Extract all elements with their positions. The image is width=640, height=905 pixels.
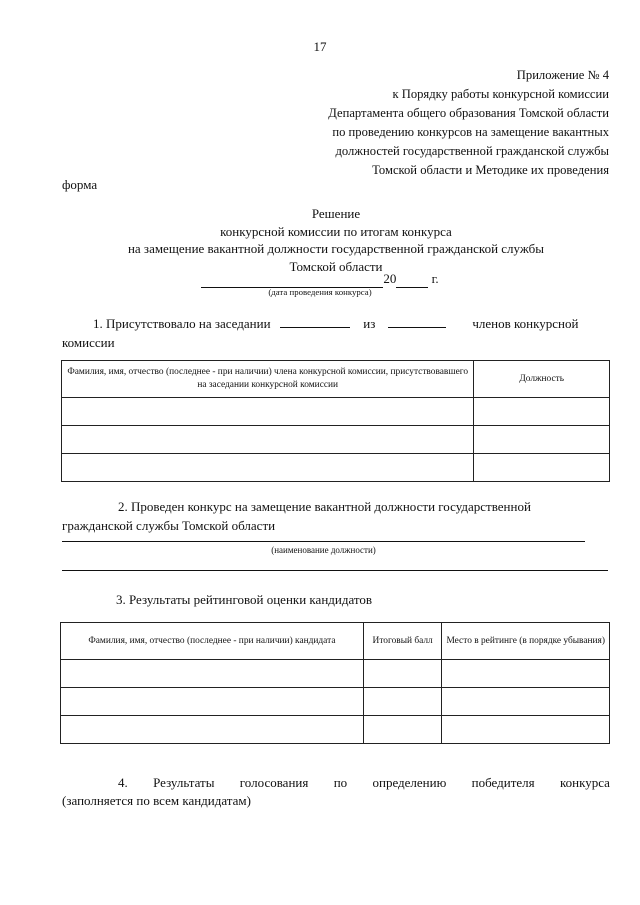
section-4-word: определению [372, 775, 447, 790]
section-4-line-2: (заполняется по всем кандидатам) [62, 793, 251, 808]
section-4-line-1 [62, 774, 610, 792]
appendix-line: Приложение № 4 [516, 68, 609, 82]
table-cell[interactable] [442, 688, 610, 716]
date-year-prefix: 20 [383, 271, 397, 286]
table-cell[interactable] [474, 398, 610, 426]
section-3-heading: 3. Результаты рейтинговой оценки кандидатов [116, 592, 373, 607]
position-name-line [62, 541, 585, 542]
date-year-suffix: г. [431, 271, 439, 286]
table-row [61, 660, 610, 688]
section-4-word: голосования [239, 775, 309, 790]
appendix-line: к Порядку работы конкурсной комиссии [392, 87, 609, 101]
table-cell[interactable] [61, 660, 364, 688]
table-row [62, 398, 610, 426]
table-cell[interactable] [62, 398, 474, 426]
section-4-text [62, 774, 610, 810]
present-count-blank [280, 316, 350, 328]
section-1-part-c: членов конкурсной [472, 316, 579, 331]
commission-members-table [61, 360, 610, 482]
table-cell[interactable] [363, 716, 442, 744]
date-blank-line [201, 271, 383, 288]
table-cell[interactable] [363, 660, 442, 688]
section-4-word: Результаты [153, 775, 215, 790]
table-header-cell: Место в рейтинге (в порядке убывания) [442, 623, 610, 660]
section-4-word: 4. [118, 775, 128, 790]
appendix-line: по проведению конкурсов на замещение вакантных [332, 125, 609, 139]
table-cell[interactable] [442, 716, 610, 744]
table-cell[interactable] [61, 688, 364, 716]
table-row [61, 716, 610, 744]
table-cell[interactable] [61, 716, 364, 744]
table-header-cell: Должность [474, 361, 610, 398]
title-line: Томской области [289, 258, 383, 274]
position-name-line-2 [62, 570, 608, 571]
appendix-line: Томской области и Методике их проведения [372, 163, 609, 177]
section-2-line-1: 2. Проведен конкурс на замещение вакантной должности государственной [118, 499, 531, 514]
table-cell[interactable] [442, 660, 610, 688]
section-1-part-a: 1. Присутствовало на заседании [93, 316, 271, 331]
table-cell[interactable] [62, 454, 474, 482]
decision-title [62, 205, 610, 275]
section-1-text [62, 314, 610, 352]
table-header-row [62, 361, 610, 398]
section-1-part-b: из [363, 316, 376, 331]
section-1-part-d: комиссии [62, 335, 115, 350]
table-cell[interactable] [474, 426, 610, 454]
table-row [62, 426, 610, 454]
title-line: конкурсной комиссии по итогам конкурса [220, 223, 452, 239]
year-blank-line [396, 271, 428, 288]
section-4-word: по [333, 775, 348, 790]
table-header-cell: Фамилия, имя, отчество (последнее - при наличии) кандидата [61, 623, 364, 660]
table-header-cell: Фамилия, имя, отчество (последнее - при наличии) члена конкурсной комиссии, присутствовавшего на заседании конкурсной комиссии [62, 361, 474, 398]
section-2-text [62, 497, 610, 535]
section-4-word: победителя [471, 775, 535, 790]
date-caption: (дата проведения конкурса) [268, 287, 372, 297]
table-cell[interactable] [474, 454, 610, 482]
table-row [62, 454, 610, 482]
title-line: Решение [311, 206, 361, 221]
appendix-line: должностей государственной гражданской службы [335, 144, 609, 158]
table-cell[interactable] [62, 426, 474, 454]
table-header-row [61, 623, 610, 660]
section-2-line-2: гражданской службы Томской области [62, 518, 276, 533]
page-number: 17 [313, 39, 327, 54]
contest-date-row [0, 271, 640, 288]
table-cell[interactable] [363, 688, 442, 716]
total-count-blank [388, 316, 446, 328]
table-header-cell: Итоговый балл [363, 623, 442, 660]
appendix-block [209, 66, 609, 180]
position-name-caption: (наименование должности) [271, 545, 376, 555]
table-row [61, 688, 610, 716]
section-4-word: конкурса [559, 775, 610, 790]
form-label: форма [62, 177, 98, 192]
title-line: на замещение вакантной должности государственной гражданской службы [127, 241, 545, 257]
candidate-rating-table [60, 622, 610, 744]
appendix-line: Департамента общего образования Томской области [328, 106, 609, 120]
